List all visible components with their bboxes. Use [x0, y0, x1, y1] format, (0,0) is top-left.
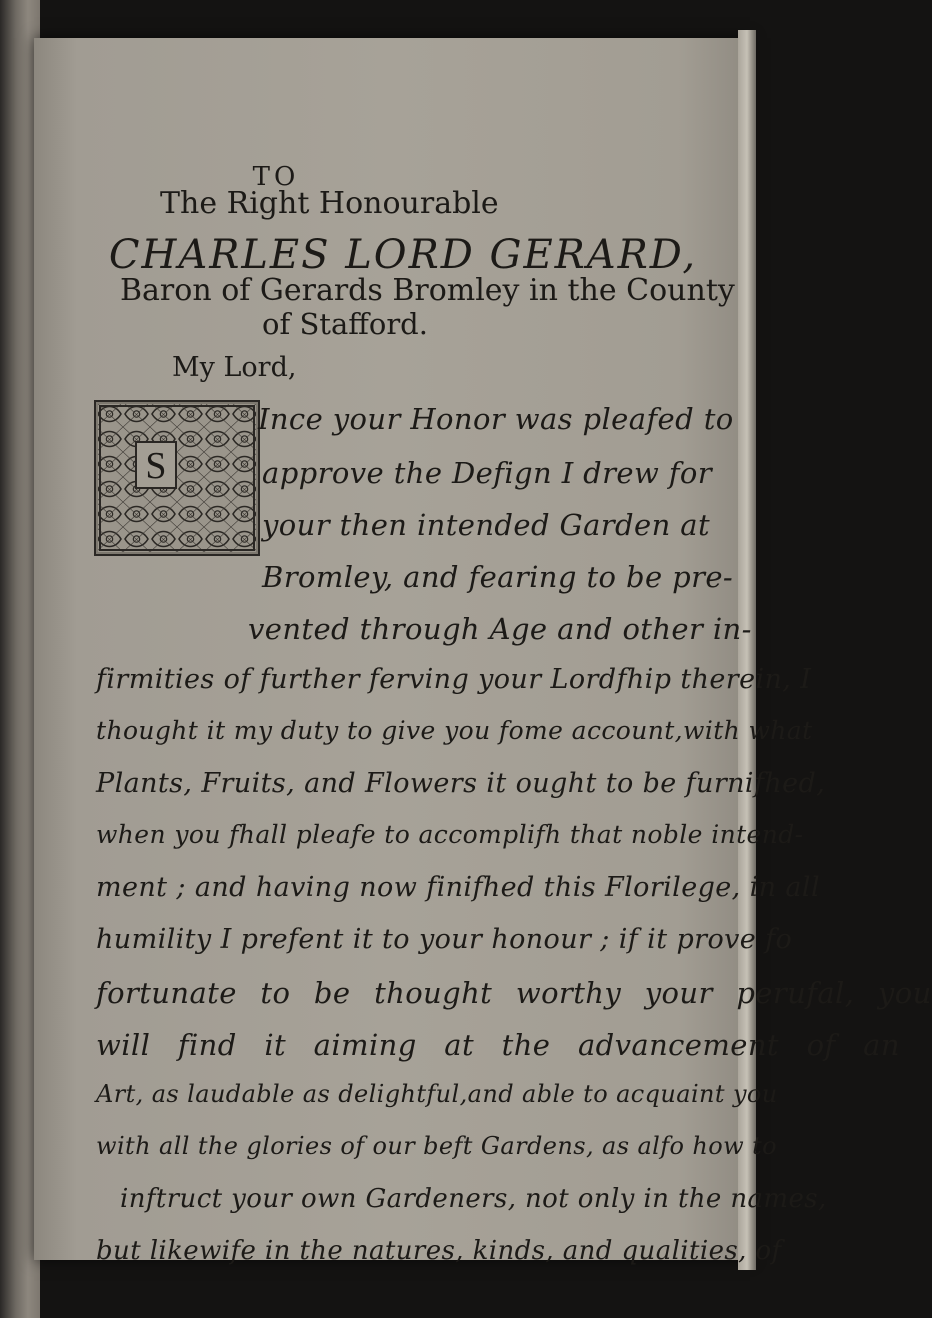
decorative-initial-letter-icon	[94, 400, 260, 556]
body-line-17: but likewife in the natures, kinds, and qualities, of	[96, 1236, 782, 1266]
salutation: My Lord,	[172, 352, 297, 383]
body-line-2: approve the Defign I drew for	[262, 456, 713, 490]
body-line-8: Plants, Fruits, and Flowers it ought to be furnifhed,	[96, 768, 826, 799]
body-line-15: with all the glories of our beft Gardens, as alfo how to	[96, 1132, 777, 1160]
dedication-to: TO	[252, 162, 300, 192]
body-line-14: Art, as laudable as delightful,and able to acquaint you	[96, 1080, 778, 1108]
ornament-initial: S	[145, 445, 167, 487]
body-line-7: thought it my duty to give you fome account,with what	[96, 716, 813, 745]
body-line-3: your then intended Garden at	[262, 508, 711, 542]
body-line-10: ment ; and having now finifhed this Florilege, in all	[96, 872, 820, 903]
body-line-5: vented through Age and other in-	[248, 612, 752, 646]
body-line-11: humility I prefent it to your honour ; if it prove fo	[96, 924, 793, 955]
body-line-4: Bromley, and fearing to be pre-	[262, 560, 734, 594]
body-line-13: will find it aiming at the advancement of an	[96, 1028, 900, 1062]
body-line-6: firmities of further ferving your Lordfhip therein, I	[96, 664, 812, 695]
body-line-9: when you fhall pleafe to accomplifh that noble intend-	[96, 820, 804, 849]
dedication-county: of Stafford.	[262, 307, 428, 341]
body-line-1: Ince your Honor was pleafed to	[258, 402, 734, 436]
dedication-name: CHARLES LORD GERARD,	[108, 232, 698, 278]
dedication-honourable: The Right Honourable	[160, 186, 499, 221]
body-line-16: inftruct your own Gardeners, not only in the names,	[120, 1184, 827, 1214]
dedication-baron: Baron of Gerards Bromley in the County	[120, 273, 735, 308]
book-page	[34, 38, 750, 1260]
body-line-12: fortunate to be thought worthy your perufal, you	[96, 976, 932, 1010]
